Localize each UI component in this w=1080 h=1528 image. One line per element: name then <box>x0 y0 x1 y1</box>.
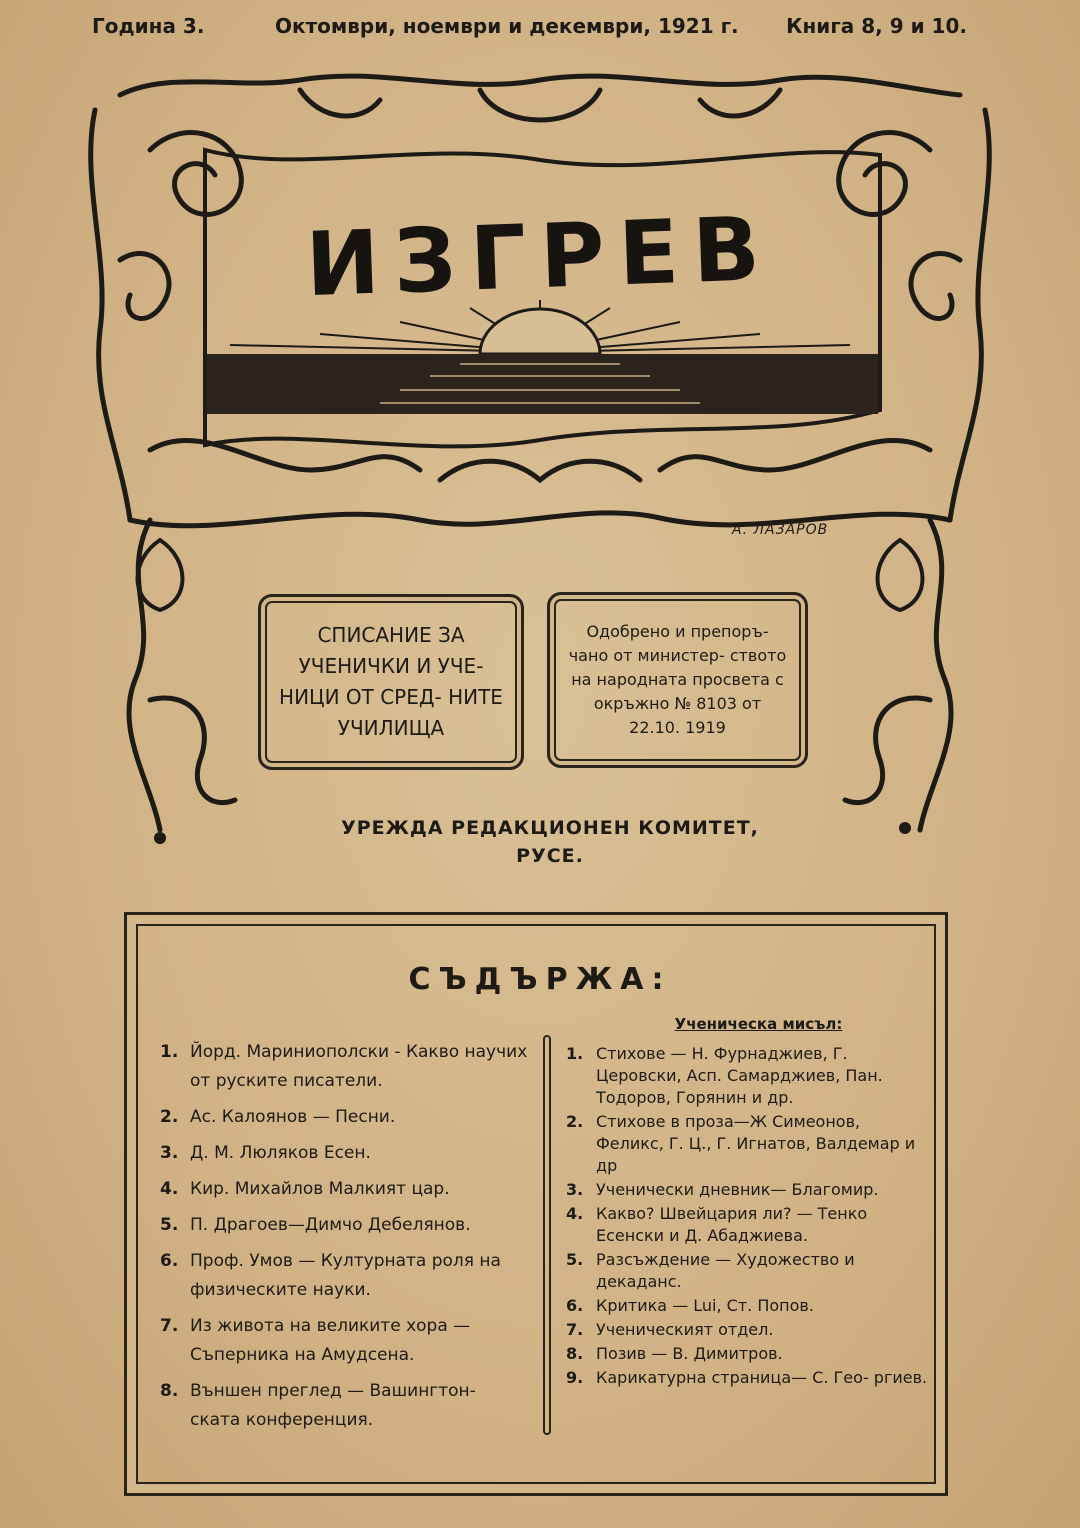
approval-box <box>547 592 808 768</box>
publisher-line1: УРЕЖДА РЕДАКЦИОНЕН КОМИТЕТ, <box>341 817 759 839</box>
item-number: 4. <box>566 1204 584 1223</box>
contents-left-column <box>160 1038 530 1442</box>
item-text: Стихове в проза—Ж Симеонов, Феликс, Г. Ц., Г. Игнатов, Валдемар и др <box>596 1112 916 1175</box>
list-item <box>160 1211 530 1240</box>
contents-right-column <box>566 1015 931 1391</box>
item-text: Кир. Михайлов Малкият цар. <box>190 1179 450 1199</box>
item-number: 5. <box>566 1250 584 1269</box>
item-number: 8. <box>566 1344 584 1363</box>
list-item <box>566 1249 931 1293</box>
item-number: 1. <box>566 1044 584 1063</box>
contents-heading: СЪДЪРЖА: <box>408 962 672 997</box>
item-text: Йорд. Мариниополски - Какво научих от руските писатели. <box>190 1042 528 1091</box>
item-text: Карикатурна страница— С. Гео- ргиев. <box>596 1368 928 1387</box>
list-item <box>566 1319 931 1341</box>
item-number: 9. <box>566 1368 584 1387</box>
issue-year: Година 3. <box>92 14 205 38</box>
item-text: Външен преглед — Вашингтон- ската конференция. <box>190 1381 476 1430</box>
list-item <box>160 1139 530 1168</box>
item-number: 6. <box>566 1296 584 1315</box>
list-item <box>160 1103 530 1132</box>
item-number: 2. <box>160 1107 179 1127</box>
list-item <box>160 1175 530 1204</box>
list-item <box>566 1043 931 1109</box>
column-divider <box>543 1035 551 1435</box>
item-number: 1. <box>160 1042 179 1062</box>
item-number: 6. <box>160 1251 179 1271</box>
item-text: П. Драгоев—Димчо Дебелянов. <box>190 1215 471 1235</box>
list-item <box>160 1312 530 1370</box>
list-item <box>566 1295 931 1317</box>
approval-text: Одобрено и препоръ- чано от министер- ството на народната просвета с окръжно № 8103 от 22.10. 1919 <box>568 622 787 737</box>
list-item <box>566 1179 931 1201</box>
item-text: Ас. Калоянов — Песни. <box>190 1107 396 1127</box>
item-number: 7. <box>160 1316 179 1336</box>
item-text: Какво? Швейцария ли? — Тенко Есенски и Д. Абаджиева. <box>596 1204 868 1245</box>
item-text: Ученическият отдел. <box>596 1320 774 1339</box>
item-text: Критика — Lui, Ст. Попов. <box>596 1296 814 1315</box>
item-number: 3. <box>160 1143 179 1163</box>
item-number: 7. <box>566 1320 584 1339</box>
subtitle-box <box>258 594 524 770</box>
item-text: Позив — В. Димитров. <box>596 1344 783 1363</box>
issue-date: Октомври, ноември и декември, 1921 г. <box>275 14 739 38</box>
list-item <box>160 1038 530 1096</box>
artist-signature: А. ЛАЗАРОВ <box>732 522 829 538</box>
item-text: Д. М. Люляков Есен. <box>190 1143 371 1163</box>
item-text: Стихове — Н. Фурнаджиев, Г. Церовски, Асп. Самарджиев, Пан. Тодоров, Горянин и др. <box>596 1044 883 1107</box>
publisher-line2: РУСЕ. <box>516 845 584 867</box>
subtitle-text: СПИСАНИЕ ЗА УЧЕНИЧКИ И УЧЕ- НИЦИ ОТ СРЕД- НИТЕ УЧИЛИЩА <box>279 623 503 740</box>
item-number: 3. <box>566 1180 584 1199</box>
list-item <box>566 1111 931 1177</box>
item-number: 4. <box>160 1179 179 1199</box>
item-text: Из живота на великите хора — Съперника на Амудсена. <box>190 1316 471 1365</box>
item-number: 8. <box>160 1381 179 1401</box>
publisher-block <box>260 814 840 870</box>
student-thought-subheading: Ученическа мисъл: <box>674 1015 843 1033</box>
list-item <box>160 1377 530 1435</box>
magazine-title: ИЗГРЕВ <box>304 196 776 317</box>
list-item <box>566 1203 931 1247</box>
issue-book: Книга 8, 9 и 10. <box>786 14 967 38</box>
item-text: Проф. Умов — Културната роля на физическите науки. <box>190 1251 501 1300</box>
list-item <box>160 1247 530 1305</box>
item-number: 5. <box>160 1215 179 1235</box>
list-item <box>566 1367 931 1389</box>
item-number: 2. <box>566 1112 584 1131</box>
item-text: Ученически дневник— Благомир. <box>596 1180 879 1199</box>
item-text: Разсъждение — Художество и декаданс. <box>596 1250 855 1291</box>
list-item <box>566 1343 931 1365</box>
